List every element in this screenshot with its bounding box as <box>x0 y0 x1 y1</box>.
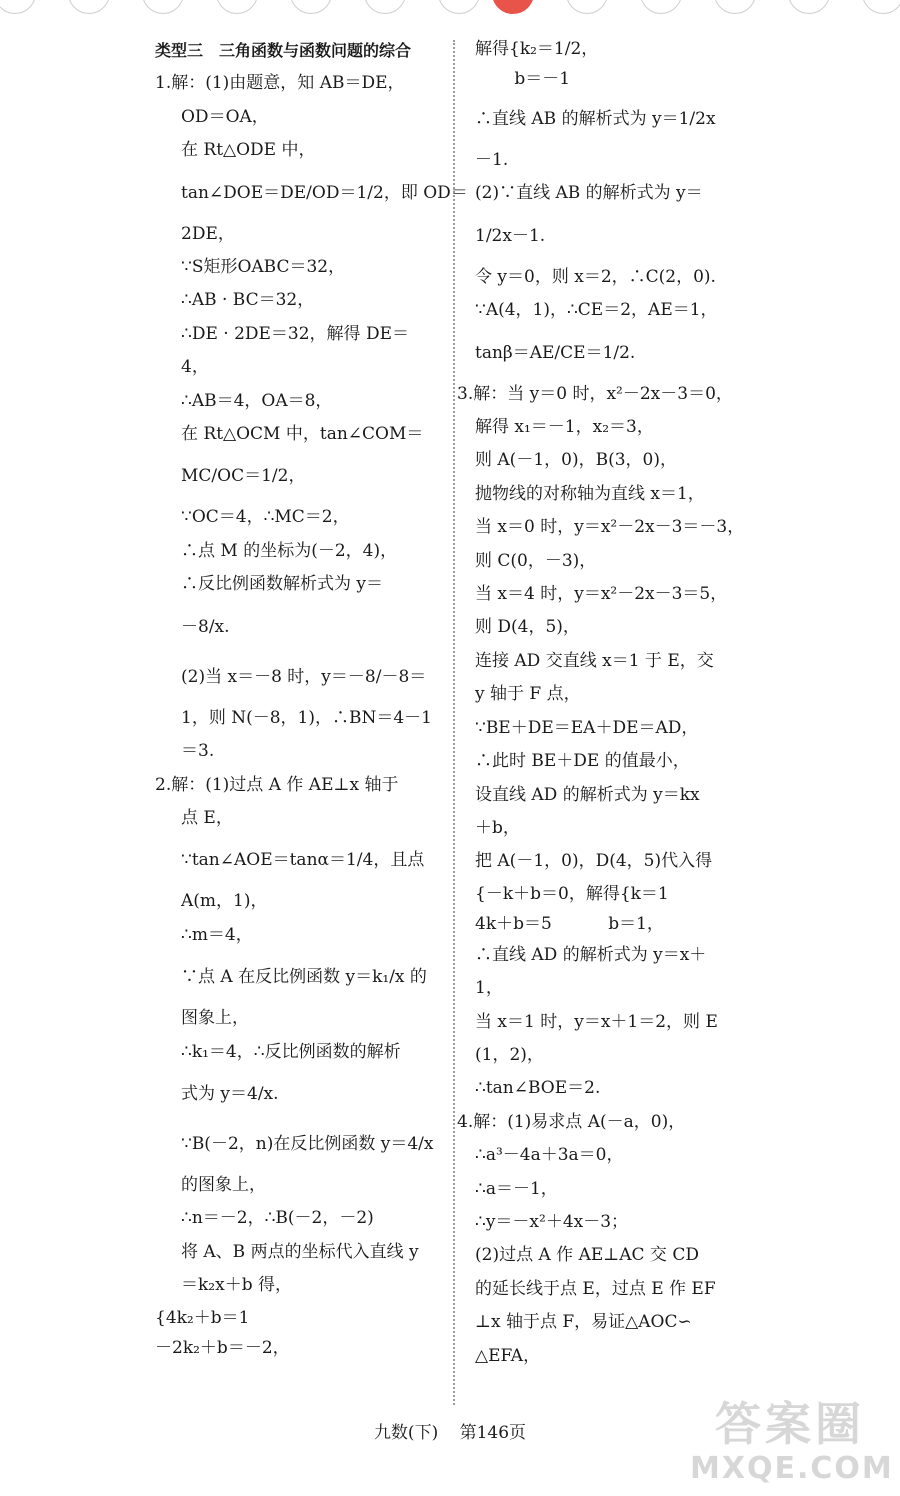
section-heading: 类型三 三角函数与函数问题的综合 <box>155 41 412 60</box>
solution-line: tanβ＝AE/CE＝1/2. <box>475 342 636 363</box>
solution-line: ∴m＝4， <box>181 924 253 945</box>
solution-line: 令 y＝0，则 x＝2，∴C(2，0). <box>475 266 716 287</box>
solution-line: ∴点 M 的坐标为(－2，4)， <box>181 540 398 561</box>
solution-line: ∵B(－2，n)在反比例函数 y＝4/x <box>181 1133 434 1154</box>
solution-line: 当 x＝1 时，y＝x＋1＝2，则 E <box>475 1011 718 1032</box>
solution-line: ＝3. <box>181 741 215 762</box>
solution-line: OD＝OA， <box>181 106 269 127</box>
solution-line: 在 Rt△ODE 中， <box>181 140 316 161</box>
solution-line: 把 A(－1，0)，D(4，5)代入得 <box>475 851 713 872</box>
solution-line: ＋b， <box>475 817 520 838</box>
solution-line: －8/x. <box>181 616 230 637</box>
page-top-edge <box>0 0 900 16</box>
solution-line: ∴y＝－x²＋4x－3； <box>475 1211 629 1232</box>
solution-line: 图象上， <box>181 1008 249 1029</box>
solution-line: ∴k₁＝4，∴反比例函数的解析 <box>181 1041 401 1062</box>
solution-line: 连接 AD 交直线 x＝1 于 E，交 <box>475 650 714 671</box>
solution-line: ∴a＝－1， <box>475 1178 558 1199</box>
solution-line: 则 C(0，－3)， <box>475 550 597 571</box>
solution-line: 抛物线的对称轴为直线 x＝1， <box>475 483 705 504</box>
equation-system-line: 解得{k₂＝1/2， <box>475 39 599 59</box>
solution-line: －1. <box>475 150 509 170</box>
solution-line: 则 D(4，5)， <box>475 617 580 638</box>
book-title: 九数(下) <box>373 1423 439 1443</box>
solution-line: (1，2)， <box>475 1044 544 1065</box>
solution-line: y 轴于 F 点， <box>475 684 581 705</box>
solution-line: ∵OC＝4，∴MC＝2， <box>181 507 350 528</box>
watermark-top: 答案圈 <box>715 1397 865 1451</box>
solution-line: ＝k₂x＋b 得， <box>181 1275 292 1296</box>
right-column <box>457 34 775 1373</box>
solution-line: 当 x＝4 时，y＝x²－2x－3＝5， <box>475 584 728 605</box>
solution-line: 点 E， <box>181 807 233 828</box>
solution-line: 4.解：(1)易求点 A(－a，0)， <box>457 1111 686 1132</box>
solution-line: ∵A(4，1)，∴CE＝2，AE＝1， <box>475 300 718 321</box>
solution-line: △EFA， <box>475 1345 541 1366</box>
solution-line: 在 Rt△OCM 中，tan∠COM＝ <box>181 424 424 445</box>
page-number: 第146页 <box>459 1423 527 1443</box>
solution-line: 的图象上， <box>181 1174 266 1195</box>
left-column <box>155 34 468 1363</box>
solution-line: 1， <box>475 978 503 999</box>
solution-line: 1，则 N(－8，1)，∴BN＝4－1 <box>181 707 432 728</box>
equation-system-line: 4k＋b＝5 b＝1， <box>475 913 664 934</box>
solution-line: (2)∵直线 AB 的解析式为 y＝ <box>475 183 703 204</box>
solution-line: ⊥x 轴于点 F，易证△AOC∽ <box>475 1312 692 1333</box>
solution-line: MC/OC＝1/2， <box>181 466 306 487</box>
solution-line: (2)当 x＝－8 时，y＝－8/－8＝ <box>181 666 427 687</box>
solution-line: ∴AB＝4，OA＝8， <box>181 390 333 411</box>
solution-line: ∵点 A 在反比例函数 y＝k₁/x 的 <box>181 967 427 988</box>
solution-line: ∴直线 AD 的解析式为 y＝x＋ <box>475 944 707 965</box>
solution-line: ∵tan∠AOE＝tanα＝1/4，且点 <box>181 850 425 871</box>
solution-line: ∴a³－4a＋3a＝0， <box>475 1145 624 1166</box>
solution-line: ∵S矩形OABC＝32， <box>181 257 346 278</box>
solution-line: ∴此时 BE＋DE 的值最小， <box>475 751 690 772</box>
solution-line: 4， <box>181 357 209 378</box>
solution-line: (2)过点 A 作 AE⊥AC 交 CD <box>475 1245 699 1266</box>
solution-line: 2DE， <box>181 223 235 244</box>
solution-line: 的延长线于点 E，过点 E 作 EF <box>475 1278 716 1299</box>
solution-line: 1.解：(1)由题意，知 AB＝DE， <box>155 73 405 94</box>
equation-system-line: b＝－1 <box>475 69 571 89</box>
equation-system-line: {4k₂＋b＝1 <box>155 1307 250 1328</box>
solution-line: 2.解：(1)过点 A 作 AE⊥x 轴于 <box>155 774 399 795</box>
solution-line: ∴DE · 2DE＝32，解得 DE＝ <box>181 323 409 344</box>
solution-line: 设直线 AD 的解析式为 y＝kx <box>475 784 700 805</box>
solution-line: ∴反比例函数解析式为 y＝ <box>181 574 384 595</box>
solution-line: ∴n＝－2，∴B(－2，－2) <box>181 1208 374 1229</box>
solution-line: 将 A、B 两点的坐标代入直线 y <box>181 1241 419 1262</box>
solution-line: 解得 x₁＝－1，x₂＝3， <box>475 417 654 438</box>
equation-system-line: {－k＋b＝0，解得{k＝1 <box>475 883 669 904</box>
solution-line: 当 x＝0 时，y＝x²－2x－3＝－3， <box>475 517 745 538</box>
watermark-logo <box>690 1397 894 1494</box>
solution-line: 则 A(－1，0)，B(3，0)， <box>475 450 677 471</box>
solution-line: A(m，1)， <box>181 891 268 912</box>
solution-line: ∴tan∠BOE＝2. <box>475 1078 601 1099</box>
watermark-bottom: MXQE.COM <box>690 1451 894 1486</box>
solution-line: ∴直线 AB 的解析式为 y＝1/2x <box>475 109 716 129</box>
solution-line: ∴AB · BC＝32， <box>181 290 315 311</box>
column-divider <box>453 40 455 1405</box>
solution-line: ∵BE＋DE＝EA＋DE＝AD， <box>475 717 699 738</box>
solution-line: 式为 y＝4/x. <box>181 1083 279 1104</box>
equation-system-line: －2k₂＋b＝－2， <box>155 1337 290 1358</box>
solution-line: 3.解：当 y＝0 时，x²－2x－3＝0， <box>457 383 733 404</box>
solution-line: 1/2x－1. <box>475 225 546 246</box>
solution-line: tan∠DOE＝DE/OD＝1/2，即 OD＝ <box>181 182 468 203</box>
